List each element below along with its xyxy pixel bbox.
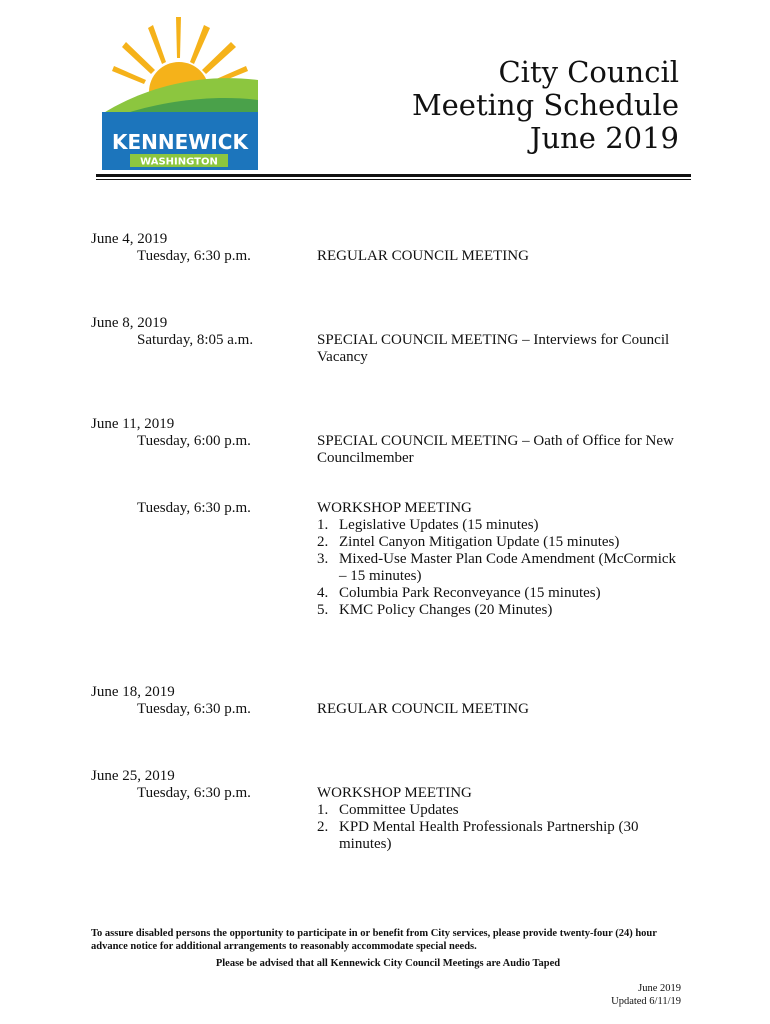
agenda-item-text: KPD Mental Health Professionals Partnership (30 minutes) bbox=[339, 819, 639, 852]
meeting-date: June 25, 2019 bbox=[91, 768, 175, 784]
agenda-item bbox=[317, 517, 687, 534]
meeting-time: Tuesday, 6:30 p.m. bbox=[137, 500, 251, 516]
meeting-date: June 8, 2019 bbox=[91, 315, 168, 331]
meeting-description: SPECIAL COUNCIL MEETING – Interviews for Council Vacancy bbox=[317, 332, 670, 365]
meeting-time: Tuesday, 6:30 p.m. bbox=[137, 785, 251, 801]
agenda-item-text: KMC Policy Changes (20 Minutes) bbox=[339, 602, 553, 618]
meeting-title: WORKSHOP MEETING bbox=[317, 500, 472, 516]
agenda-item-text: Columbia Park Reconveyance (15 minutes) bbox=[339, 585, 601, 601]
logo-state: WASHINGTON bbox=[140, 156, 218, 168]
agenda-item bbox=[317, 602, 687, 619]
meeting-time: Tuesday, 6:30 p.m. bbox=[137, 701, 251, 717]
agenda-item bbox=[317, 819, 687, 853]
accessibility-notice: To assure disabled persons the opportunity to participate in or benefit from City services, please provide twenty-four (24) hour advance notice for additional arrangements to reasonably accommodate special needs. bbox=[91, 928, 657, 952]
agenda-item bbox=[317, 534, 687, 551]
header-divider-thick bbox=[96, 174, 691, 177]
audio-notice: Please be advised that all Kennewick City Council Meetings are Audio Taped bbox=[215, 958, 561, 969]
agenda-item-number: 3. bbox=[317, 551, 329, 567]
agenda-item bbox=[317, 802, 687, 819]
agenda-item-number: 5. bbox=[317, 602, 329, 618]
page-title bbox=[412, 56, 679, 155]
agenda-item bbox=[317, 585, 687, 602]
agenda-list bbox=[317, 517, 687, 619]
footer-month: June 2019 bbox=[638, 983, 681, 994]
agenda-item-number: 2. bbox=[317, 819, 329, 835]
kennewick-logo bbox=[100, 14, 260, 172]
meeting-date: June 11, 2019 bbox=[91, 416, 175, 432]
agenda-item-text: Committee Updates bbox=[339, 802, 459, 818]
title-line-3: June 2019 bbox=[529, 121, 679, 155]
meeting-title: WORKSHOP MEETING bbox=[317, 785, 472, 801]
footer-updated: Updated 6/11/19 bbox=[611, 996, 681, 1007]
header-divider-thin bbox=[96, 179, 691, 180]
meeting-time: Tuesday, 6:00 p.m. bbox=[137, 433, 251, 449]
logo-wordmark: KENNEWICK bbox=[112, 130, 248, 154]
meeting-description: REGULAR COUNCIL MEETING bbox=[317, 248, 529, 264]
agenda-list bbox=[317, 802, 687, 853]
agenda-item-number: 1. bbox=[317, 517, 329, 533]
title-line-1: City Council bbox=[498, 55, 679, 89]
agenda-item-text: Zintel Canyon Mitigation Update (15 minutes) bbox=[339, 534, 620, 550]
meeting-description bbox=[317, 785, 687, 853]
meeting-date: June 4, 2019 bbox=[91, 231, 168, 247]
meeting-description: REGULAR COUNCIL MEETING bbox=[317, 701, 529, 717]
agenda-item-number: 2. bbox=[317, 534, 329, 550]
agenda-item bbox=[317, 551, 687, 585]
meeting-time: Tuesday, 6:30 p.m. bbox=[137, 248, 251, 264]
footer bbox=[611, 982, 681, 1008]
agenda-item-text: Legislative Updates (15 minutes) bbox=[339, 517, 539, 533]
agenda-item-number: 4. bbox=[317, 585, 329, 601]
meeting-description bbox=[317, 500, 687, 619]
meeting-description: SPECIAL COUNCIL MEETING – Oath of Office for New Councilmember bbox=[317, 433, 674, 466]
title-line-2: Meeting Schedule bbox=[411, 88, 679, 122]
meeting-date: June 18, 2019 bbox=[91, 684, 175, 700]
agenda-item-text: Mixed-Use Master Plan Code Amendment (McCormick – 15 minutes) bbox=[339, 551, 677, 584]
agenda-item-number: 1. bbox=[317, 802, 329, 818]
meeting-time: Saturday, 8:05 a.m. bbox=[137, 332, 254, 348]
